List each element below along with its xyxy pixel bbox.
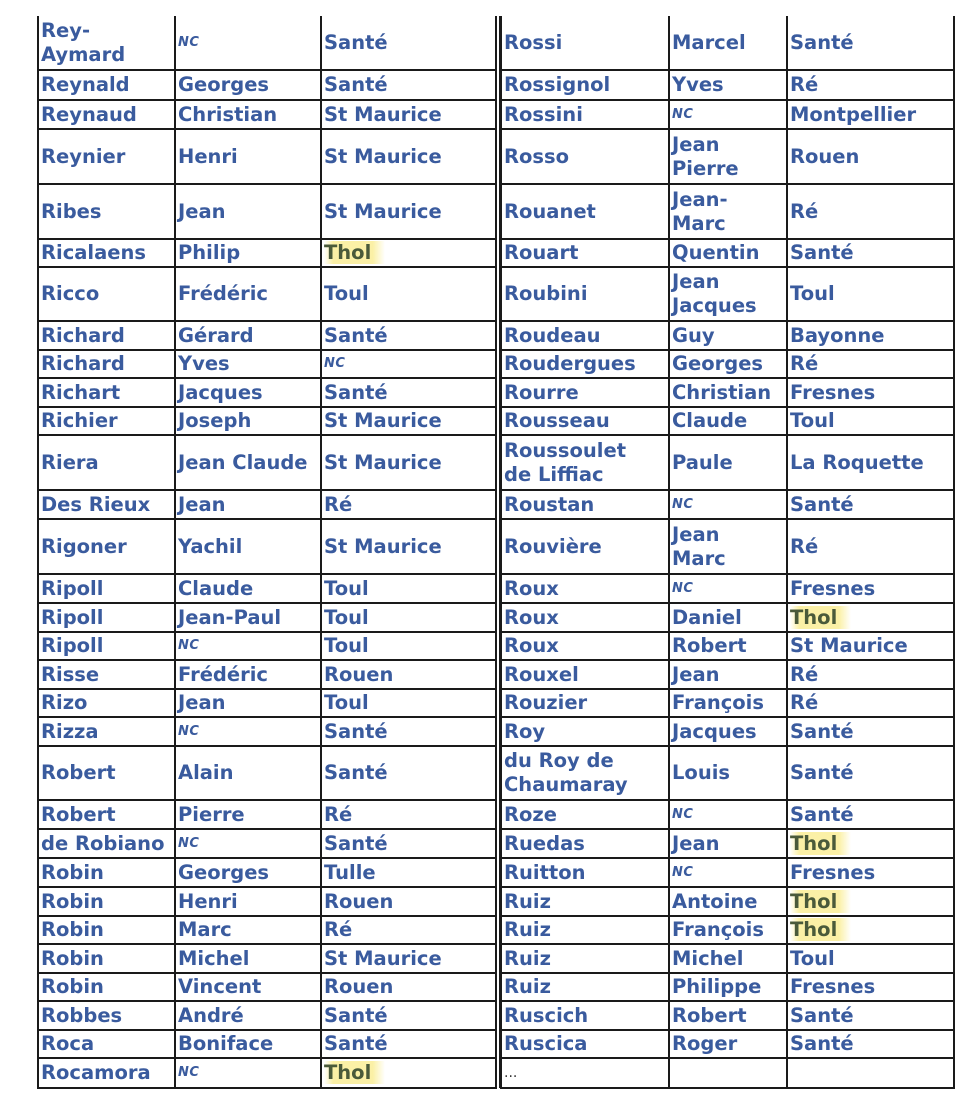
surname-cell: Ruitton bbox=[501, 858, 669, 887]
location-cell: Santé bbox=[321, 829, 496, 858]
location-cell: St Maurice bbox=[321, 944, 496, 973]
location-cell: St Maurice bbox=[321, 184, 496, 239]
location-cell: La Roquette bbox=[787, 435, 954, 490]
table-row bbox=[38, 239, 496, 267]
firstname-cell: Yves bbox=[669, 70, 787, 100]
surname-cell: Des Rieux bbox=[38, 490, 175, 519]
table-row bbox=[501, 660, 954, 689]
firstname-cell: Jean Jacques bbox=[669, 267, 787, 321]
table-row bbox=[38, 490, 496, 519]
surname-cell: Rousseau bbox=[501, 407, 669, 435]
table-row bbox=[501, 1030, 954, 1058]
surname-cell: Robin bbox=[38, 973, 175, 1001]
table-row bbox=[501, 603, 954, 632]
surname-cell: Rocamora bbox=[38, 1058, 175, 1088]
surname-cell: Rosso bbox=[501, 129, 669, 184]
firstname-cell: Frédéric bbox=[175, 267, 321, 321]
table-row bbox=[38, 1058, 496, 1088]
table-row bbox=[38, 321, 496, 350]
table-row bbox=[501, 800, 954, 829]
firstname-cell: Michel bbox=[175, 944, 321, 973]
firstname-cell: Georges bbox=[175, 70, 321, 100]
firstname-cell: Claude bbox=[669, 407, 787, 435]
firstname-cell: Robert bbox=[669, 632, 787, 660]
surname-cell: Roze bbox=[501, 800, 669, 829]
surname-cell: Rossini bbox=[501, 100, 669, 129]
location-cell: Santé bbox=[321, 16, 496, 70]
left-name-table bbox=[37, 16, 497, 1089]
table-row bbox=[38, 70, 496, 100]
location-cell: Santé bbox=[321, 746, 496, 800]
left-table-half bbox=[37, 16, 495, 1089]
table-row bbox=[501, 129, 954, 184]
table-row bbox=[501, 184, 954, 239]
table-row bbox=[38, 407, 496, 435]
table-row bbox=[38, 378, 496, 407]
location-cell: Rouen bbox=[321, 973, 496, 1001]
table-row bbox=[501, 944, 954, 973]
firstname-cell: Jean bbox=[175, 184, 321, 239]
table-row bbox=[38, 184, 496, 239]
location-cell: Santé bbox=[321, 70, 496, 100]
surname-cell: Rouart bbox=[501, 239, 669, 267]
surname-cell: Reynier bbox=[38, 129, 175, 184]
surname-cell: Roy bbox=[501, 717, 669, 746]
table-row bbox=[38, 350, 496, 378]
surname-cell: Robin bbox=[38, 858, 175, 887]
surname-cell: Roubini bbox=[501, 267, 669, 321]
location-cell: Toul bbox=[321, 267, 496, 321]
location-cell: Santé bbox=[787, 239, 954, 267]
location-cell: Santé bbox=[787, 717, 954, 746]
firstname-cell: André bbox=[175, 1001, 321, 1030]
location-cell: Ré bbox=[787, 70, 954, 100]
surname-cell: Richard bbox=[38, 350, 175, 378]
surname-cell: Rossi bbox=[501, 16, 669, 70]
surname-cell: Ruscica bbox=[501, 1030, 669, 1058]
firstname-cell: Jean Claude bbox=[175, 435, 321, 490]
location-cell: Ré bbox=[321, 490, 496, 519]
surname-cell: Roudergues bbox=[501, 350, 669, 378]
location-cell: Toul bbox=[321, 689, 496, 717]
firstname-cell: Jean bbox=[175, 689, 321, 717]
firstname-cell: NC bbox=[669, 574, 787, 603]
surname-cell: Roca bbox=[38, 1030, 175, 1058]
table-row bbox=[501, 973, 954, 1001]
surname-cell: Robert bbox=[38, 746, 175, 800]
table-row bbox=[38, 16, 496, 70]
surname-cell: Roux bbox=[501, 574, 669, 603]
table-row bbox=[38, 800, 496, 829]
surname-cell: Ruiz bbox=[501, 944, 669, 973]
table-row bbox=[38, 746, 496, 800]
table-row bbox=[38, 689, 496, 717]
surname-cell: Ruiz bbox=[501, 887, 669, 916]
location-cell: Fresnes bbox=[787, 574, 954, 603]
surname-cell: Robin bbox=[38, 944, 175, 973]
firstname-cell: Jean Marc bbox=[669, 519, 787, 574]
location-cell: NC bbox=[321, 350, 496, 378]
column-divider-left bbox=[495, 16, 497, 1088]
location-cell: Bayonne bbox=[787, 321, 954, 350]
table-row bbox=[38, 100, 496, 129]
surname-cell: Roustan bbox=[501, 490, 669, 519]
table-row bbox=[38, 717, 496, 746]
right-table-half bbox=[500, 16, 953, 1089]
surname-cell: Ribes bbox=[38, 184, 175, 239]
table-row bbox=[501, 435, 954, 490]
location-cell: Santé bbox=[787, 1030, 954, 1058]
firstname-cell: Christian bbox=[669, 378, 787, 407]
surname-cell: Richart bbox=[38, 378, 175, 407]
table-row bbox=[501, 1001, 954, 1030]
table-row bbox=[501, 350, 954, 378]
surname-cell: Reynald bbox=[38, 70, 175, 100]
table-row bbox=[501, 267, 954, 321]
surname-cell: Robbes bbox=[38, 1001, 175, 1030]
location-cell: Santé bbox=[321, 1001, 496, 1030]
table-row bbox=[501, 916, 954, 944]
surname-cell: Ripoll bbox=[38, 632, 175, 660]
location-cell: Thol bbox=[787, 603, 954, 632]
table-row bbox=[38, 858, 496, 887]
location-cell: Thol bbox=[321, 1058, 496, 1088]
firstname-cell: Pierre bbox=[175, 800, 321, 829]
firstname-cell: Michel bbox=[669, 944, 787, 973]
firstname-cell: Georges bbox=[175, 858, 321, 887]
table-row bbox=[38, 519, 496, 574]
surname-cell: Reynaud bbox=[38, 100, 175, 129]
surname-cell: Ripoll bbox=[38, 603, 175, 632]
firstname-cell: Jean-Paul bbox=[175, 603, 321, 632]
table-row bbox=[501, 829, 954, 858]
table-row bbox=[501, 689, 954, 717]
surname-cell: Risse bbox=[38, 660, 175, 689]
location-cell: Thol bbox=[787, 829, 954, 858]
location-cell: Toul bbox=[321, 603, 496, 632]
location-cell: Toul bbox=[787, 944, 954, 973]
firstname-cell: Jacques bbox=[669, 717, 787, 746]
firstname-cell: Georges bbox=[669, 350, 787, 378]
location-cell: Santé bbox=[787, 1001, 954, 1030]
surname-cell: Rizo bbox=[38, 689, 175, 717]
firstname-cell: Yves bbox=[175, 350, 321, 378]
firstname-cell: Jean bbox=[669, 660, 787, 689]
table-row bbox=[501, 70, 954, 100]
firstname-cell: NC bbox=[175, 632, 321, 660]
firstname-cell: NC bbox=[175, 16, 321, 70]
table-row bbox=[501, 100, 954, 129]
surname-cell: Ripoll bbox=[38, 574, 175, 603]
table-row bbox=[501, 746, 954, 800]
firstname-cell: Frédéric bbox=[175, 660, 321, 689]
table-row bbox=[38, 1001, 496, 1030]
surname-cell: Rouxel bbox=[501, 660, 669, 689]
location-cell: Santé bbox=[321, 321, 496, 350]
table-row bbox=[501, 858, 954, 887]
surname-cell: Roux bbox=[501, 603, 669, 632]
location-cell: Santé bbox=[787, 746, 954, 800]
table-row bbox=[38, 944, 496, 973]
surname-cell: Rouvière bbox=[501, 519, 669, 574]
location-cell: Ré bbox=[321, 800, 496, 829]
firstname-cell: Marcel bbox=[669, 16, 787, 70]
table-row bbox=[38, 129, 496, 184]
firstname-cell: Henri bbox=[175, 887, 321, 916]
table-row bbox=[38, 574, 496, 603]
firstname-cell: NC bbox=[669, 800, 787, 829]
location-cell: Thol bbox=[787, 916, 954, 944]
table-row bbox=[38, 632, 496, 660]
table-row bbox=[38, 267, 496, 321]
surname-cell: Ruiz bbox=[501, 973, 669, 1001]
table-row bbox=[501, 239, 954, 267]
firstname-cell: François bbox=[669, 689, 787, 717]
firstname-cell: Guy bbox=[669, 321, 787, 350]
firstname-cell: Roger bbox=[669, 1030, 787, 1058]
firstname-cell: Vincent bbox=[175, 973, 321, 1001]
firstname-cell: Claude bbox=[175, 574, 321, 603]
surname-cell: Roux bbox=[501, 632, 669, 660]
location-cell: Ré bbox=[787, 689, 954, 717]
firstname-cell: NC bbox=[669, 100, 787, 129]
firstname-cell: NC bbox=[669, 490, 787, 519]
table-row bbox=[501, 407, 954, 435]
surname-cell: Richier bbox=[38, 407, 175, 435]
location-cell: St Maurice bbox=[321, 519, 496, 574]
surname-cell: Richard bbox=[38, 321, 175, 350]
firstname-cell: Quentin bbox=[669, 239, 787, 267]
surname-cell: Rizza bbox=[38, 717, 175, 746]
location-cell: Santé bbox=[787, 800, 954, 829]
location-cell: St Maurice bbox=[321, 407, 496, 435]
firstname-cell: Daniel bbox=[669, 603, 787, 632]
location-cell: Toul bbox=[787, 407, 954, 435]
location-cell bbox=[787, 1058, 954, 1088]
firstname-cell: Boniface bbox=[175, 1030, 321, 1058]
firstname-cell: Robert bbox=[669, 1001, 787, 1030]
location-cell: Rouen bbox=[321, 660, 496, 689]
table-row bbox=[38, 887, 496, 916]
surname-cell: du Roy de Chaumaray bbox=[501, 746, 669, 800]
location-cell: Ré bbox=[787, 660, 954, 689]
table-row bbox=[501, 1058, 954, 1088]
surname-cell: Ruiz bbox=[501, 916, 669, 944]
location-cell: Santé bbox=[321, 378, 496, 407]
surname-cell: Rouanet bbox=[501, 184, 669, 239]
location-cell: St Maurice bbox=[321, 435, 496, 490]
firstname-cell: NC bbox=[175, 717, 321, 746]
surname-cell: Riera bbox=[38, 435, 175, 490]
table-row bbox=[501, 519, 954, 574]
firstname-cell: Jacques bbox=[175, 378, 321, 407]
table-row bbox=[501, 574, 954, 603]
right-name-table bbox=[500, 16, 955, 1089]
surname-cell: Robert bbox=[38, 800, 175, 829]
location-cell: Ré bbox=[787, 519, 954, 574]
surname-cell: Roussoulet de Liffiac bbox=[501, 435, 669, 490]
location-cell: Ré bbox=[787, 350, 954, 378]
firstname-cell: Louis bbox=[669, 746, 787, 800]
table-row bbox=[501, 16, 954, 70]
surname-cell: de Robiano bbox=[38, 829, 175, 858]
firstname-cell: Jean bbox=[175, 490, 321, 519]
table-row bbox=[501, 632, 954, 660]
firstname-cell: Alain bbox=[175, 746, 321, 800]
location-cell: Rouen bbox=[321, 887, 496, 916]
firstname-cell: Jean bbox=[669, 829, 787, 858]
table-row bbox=[38, 973, 496, 1001]
location-cell: Ré bbox=[321, 916, 496, 944]
firstname-cell: Jean- Marc bbox=[669, 184, 787, 239]
firstname-cell bbox=[669, 1058, 787, 1088]
table-row bbox=[501, 717, 954, 746]
table-row bbox=[501, 378, 954, 407]
surname-cell: Ruedas bbox=[501, 829, 669, 858]
location-cell: Santé bbox=[787, 490, 954, 519]
firstname-cell: Christian bbox=[175, 100, 321, 129]
firstname-cell: François bbox=[669, 916, 787, 944]
table-row bbox=[501, 887, 954, 916]
firstname-cell: Philippe bbox=[669, 973, 787, 1001]
location-cell: Ré bbox=[787, 184, 954, 239]
surname-cell: Robin bbox=[38, 916, 175, 944]
table-row bbox=[501, 321, 954, 350]
surname-cell: Rouzier bbox=[501, 689, 669, 717]
surname-cell: Ricco bbox=[38, 267, 175, 321]
firstname-cell: NC bbox=[669, 858, 787, 887]
firstname-cell: Joseph bbox=[175, 407, 321, 435]
location-cell: Montpellier bbox=[787, 100, 954, 129]
firstname-cell: Henri bbox=[175, 129, 321, 184]
location-cell: Thol bbox=[321, 239, 496, 267]
firstname-cell: NC bbox=[175, 829, 321, 858]
location-cell: Toul bbox=[787, 267, 954, 321]
location-cell: St Maurice bbox=[321, 100, 496, 129]
location-cell: Fresnes bbox=[787, 378, 954, 407]
location-cell: Toul bbox=[321, 574, 496, 603]
location-cell: Santé bbox=[787, 16, 954, 70]
firstname-cell: Philip bbox=[175, 239, 321, 267]
surname-cell: Rossignol bbox=[501, 70, 669, 100]
table-row bbox=[38, 435, 496, 490]
location-cell: Fresnes bbox=[787, 858, 954, 887]
firstname-cell: NC bbox=[175, 1058, 321, 1088]
surname-cell: Rigoner bbox=[38, 519, 175, 574]
firstname-cell: Marc bbox=[175, 916, 321, 944]
table-row bbox=[38, 916, 496, 944]
firstname-cell: Jean Pierre bbox=[669, 129, 787, 184]
location-cell: Santé bbox=[321, 717, 496, 746]
surname-cell: Rourre bbox=[501, 378, 669, 407]
surname-cell: Ricalaens bbox=[38, 239, 175, 267]
surname-cell: Roudeau bbox=[501, 321, 669, 350]
surname-cell: Ruscich bbox=[501, 1001, 669, 1030]
surname-cell: Rey- Aymard bbox=[38, 16, 175, 70]
location-cell: Thol bbox=[787, 887, 954, 916]
firstname-cell: Gérard bbox=[175, 321, 321, 350]
surname-cell: Robin bbox=[38, 887, 175, 916]
firstname-cell: Antoine bbox=[669, 887, 787, 916]
location-cell: Santé bbox=[321, 1030, 496, 1058]
surname-cell: ... bbox=[501, 1058, 669, 1088]
table-row bbox=[38, 1030, 496, 1058]
location-cell: St Maurice bbox=[321, 129, 496, 184]
table-row bbox=[38, 660, 496, 689]
firstname-cell: Paule bbox=[669, 435, 787, 490]
location-cell: Rouen bbox=[787, 129, 954, 184]
location-cell: Tulle bbox=[321, 858, 496, 887]
location-cell: St Maurice bbox=[787, 632, 954, 660]
location-cell: Toul bbox=[321, 632, 496, 660]
location-cell: Fresnes bbox=[787, 973, 954, 1001]
table-row bbox=[38, 603, 496, 632]
table-row bbox=[501, 490, 954, 519]
firstname-cell: Yachil bbox=[175, 519, 321, 574]
table-row bbox=[38, 829, 496, 858]
